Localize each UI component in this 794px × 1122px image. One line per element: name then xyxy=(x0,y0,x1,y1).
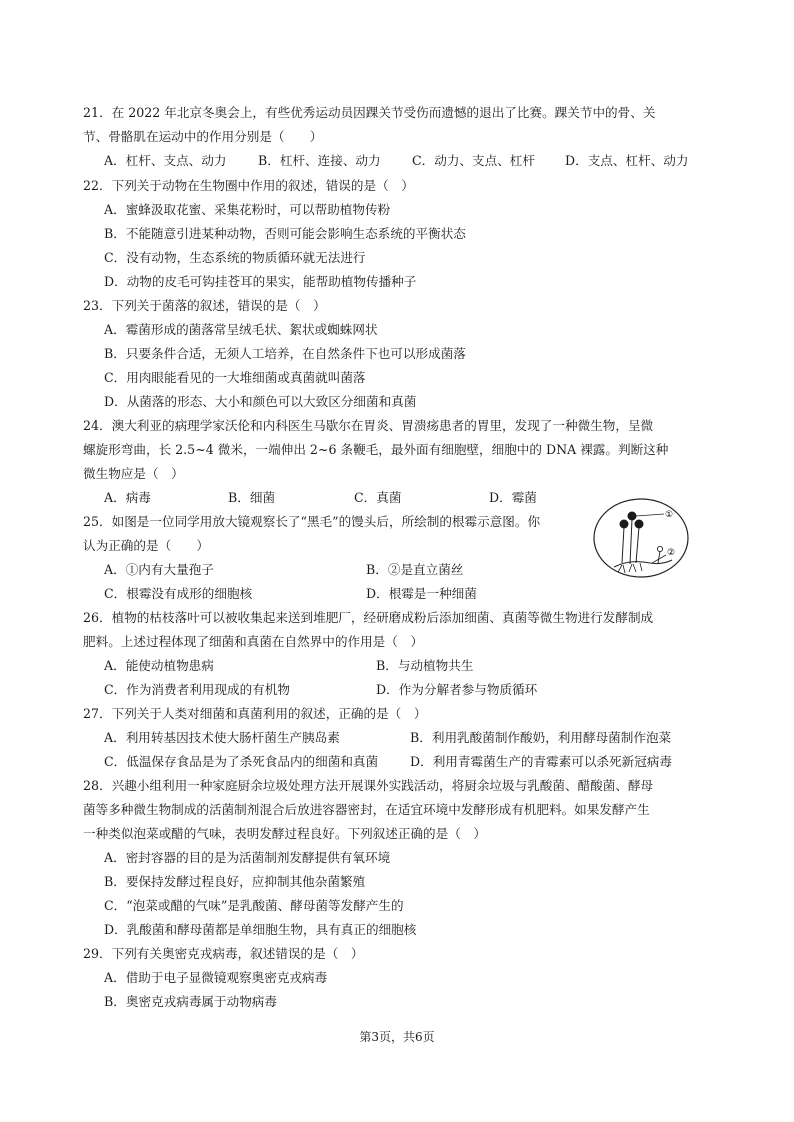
q25-options-row1 xyxy=(104,561,534,579)
q28-option-c: C．“泡菜或醋的气味”是乳酸菌、酵母菌等发酵产生的 xyxy=(104,898,404,913)
q26-options-row2 xyxy=(104,681,584,699)
q22-option-b: B．不能随意引进某种动物，否则可能会影响生态系统的平衡状态 xyxy=(104,226,466,241)
q25-option-c: C．根霉没有成形的细胞核 xyxy=(104,586,253,601)
q24-options xyxy=(104,489,564,507)
q23-option-b: B．只要条件合适，无须人工培养，在自然条件下也可以形成菌落 xyxy=(104,346,466,361)
figure-label-2: ② xyxy=(667,548,676,558)
q23-option-d: D．从菌落的形态、大小和颜色可以大致区分细菌和真菌 xyxy=(104,394,417,409)
q22-option-c: C．没有动物，生态系统的物质循环就无法进行 xyxy=(104,250,366,265)
figure-label-1: ① xyxy=(665,510,674,520)
q21-stem-line2: 节、骨骼肌在运动中的作用分别是（ ） xyxy=(83,129,323,144)
q25-options-row2 xyxy=(104,585,534,603)
q26-option-c: C．作为消费者利用现成的有机物 xyxy=(104,682,290,697)
q23-stem: 23．下列关于菌落的叙述，错误的是（ ） xyxy=(83,298,326,313)
q26-option-a: A．能使动植物患病 xyxy=(104,658,214,673)
q22-option-a: A．蜜蜂汲取花蜜、采集花粉时，可以帮助植物传粉 xyxy=(104,202,391,217)
q27-stem: 27．下列关于人类对细菌和真菌利用的叙述，正确的是（ ） xyxy=(83,706,427,721)
q27-option-c: C．低温保存食品是为了杀死食品内的细菌和真菌 xyxy=(104,754,379,769)
q21-option-a: A．杠杆、支点、动力 xyxy=(104,153,227,168)
q28-stem-line2: 菌等多种微生物制成的活菌制剂混合后放进容器密封，在适宜环境中发酵形成有机肥料。如果发酵产生 xyxy=(83,802,650,817)
q27-option-b: B．利用乳酸菌制作酸奶，利用酵母菌制作泡菜 xyxy=(410,730,672,745)
q26-option-d: D．作为分解者参与物质循环 xyxy=(376,682,538,697)
q23-option-c: C．用肉眼能看见的一大堆细菌或真菌就叫菌落 xyxy=(104,370,366,385)
q29-stem: 29．下列有关奥密克戎病毒，叙述错误的是（ ） xyxy=(83,946,364,961)
q29-option-a: A．借助于电子显微镜观察奥密克戎病毒 xyxy=(104,970,328,985)
q22-option-d: D．动物的皮毛可钩挂苍耳的果实，能帮助植物传播种子 xyxy=(104,274,417,289)
q24-option-b: B．细菌 xyxy=(228,490,276,505)
q25-stem-line2: 认为正确的是（ ） xyxy=(83,538,209,553)
q21-option-d: D．支点、杠杆、动力 xyxy=(565,153,689,168)
q26-stem-line2: 肥料。上述过程体现了细菌和真菌在自然界中的作用是（ ） xyxy=(83,634,424,649)
q25-stem-line1: 25．如图是一位同学用放大镜观察长了“黑毛”的馒头后，所绘制的根霉示意图。你 xyxy=(83,514,541,529)
q25-option-a: A．①内有大量孢子 xyxy=(104,562,214,577)
q26-options-row1 xyxy=(104,657,564,675)
q21-options xyxy=(104,152,714,170)
q27-option-d: D．利用青霉菌生产的青霉素可以杀死新冠病毒 xyxy=(410,754,672,769)
q24-option-a: A．病毒 xyxy=(104,490,151,505)
q29-option-b: B．奥密克戎病毒属于动物病毒 xyxy=(104,994,277,1009)
q28-option-d: D．乳酸菌和酵母菌都是单细胞生物，具有真正的细胞核 xyxy=(104,922,417,937)
q26-option-b: B．与动植物共生 xyxy=(376,658,474,673)
q21-option-c: C．动力、支点、杠杆 xyxy=(412,153,535,168)
q28-stem-line1: 28．兴趣小组利用一种家庭厨余垃圾处理方法开展课外实践活动，将厨余垃圾与乳酸菌、醋酸菌、酵母 xyxy=(83,778,654,793)
q27-option-a: A．利用转基因技术使大肠杆菌生产胰岛素 xyxy=(104,730,340,745)
q25-option-b: B．②是直立菌丝 xyxy=(366,562,464,577)
q24-stem-line1: 24．澳大利亚的病理学家沃伦和内科医生马歇尔在胃炎、胃溃疡患者的胃里，发现了一种微生物，呈微 xyxy=(83,418,654,433)
page-footer: 第3页，共6页 xyxy=(359,1030,435,1044)
q24-option-d: D．霉菌 xyxy=(489,490,537,505)
q23-option-a: A．霉菌形成的菌落常呈绒毛状、絮状或蜘蛛网状 xyxy=(104,322,378,337)
q28-stem-line3: 一种类似泡菜或醋的气味，表明发酵过程良好。下列叙述正确的是（ ） xyxy=(83,826,486,841)
q21-stem-line1: 21．在 2022 年北京冬奥会上，有些优秀运动员因踝关节受伤而遗憾的退出了比赛。踝关节中的骨、关 xyxy=(83,105,656,120)
q27-options-row2 xyxy=(104,753,704,771)
q28-option-b: B．要保持发酵过程良好，应抑制其他杂菌繁殖 xyxy=(104,874,366,889)
q22-stem: 22．下列关于动物在生物圈中作用的叙述，错误的是（ ） xyxy=(83,178,414,193)
q24-stem-line3: 微生物应是（ ） xyxy=(83,466,184,481)
q21-option-b: B．杠杆、连接、动力 xyxy=(258,153,381,168)
q24-option-c: C．真菌 xyxy=(354,490,402,505)
q24-stem-line2: 螺旋形弯曲，长 2.5~4 微米，一端伸出 2~6 条鞭毛，最外面有细胞壁，细胞中的 DNA 裸露。判断这种 xyxy=(83,442,669,457)
q25-option-d: D．根霉是一种细菌 xyxy=(366,586,477,601)
q26-stem-line1: 26．植物的枯枝落叶可以被收集起来送到堆肥厂，经研磨成粉后添加细菌、真菌等微生物进行发酵制成 xyxy=(83,610,654,625)
q27-options-row1 xyxy=(104,729,704,747)
rhizopus-diagram xyxy=(592,497,690,579)
q28-option-a: A．密封容器的目的是为活菌制剂发酵提供有氧环境 xyxy=(104,850,391,865)
